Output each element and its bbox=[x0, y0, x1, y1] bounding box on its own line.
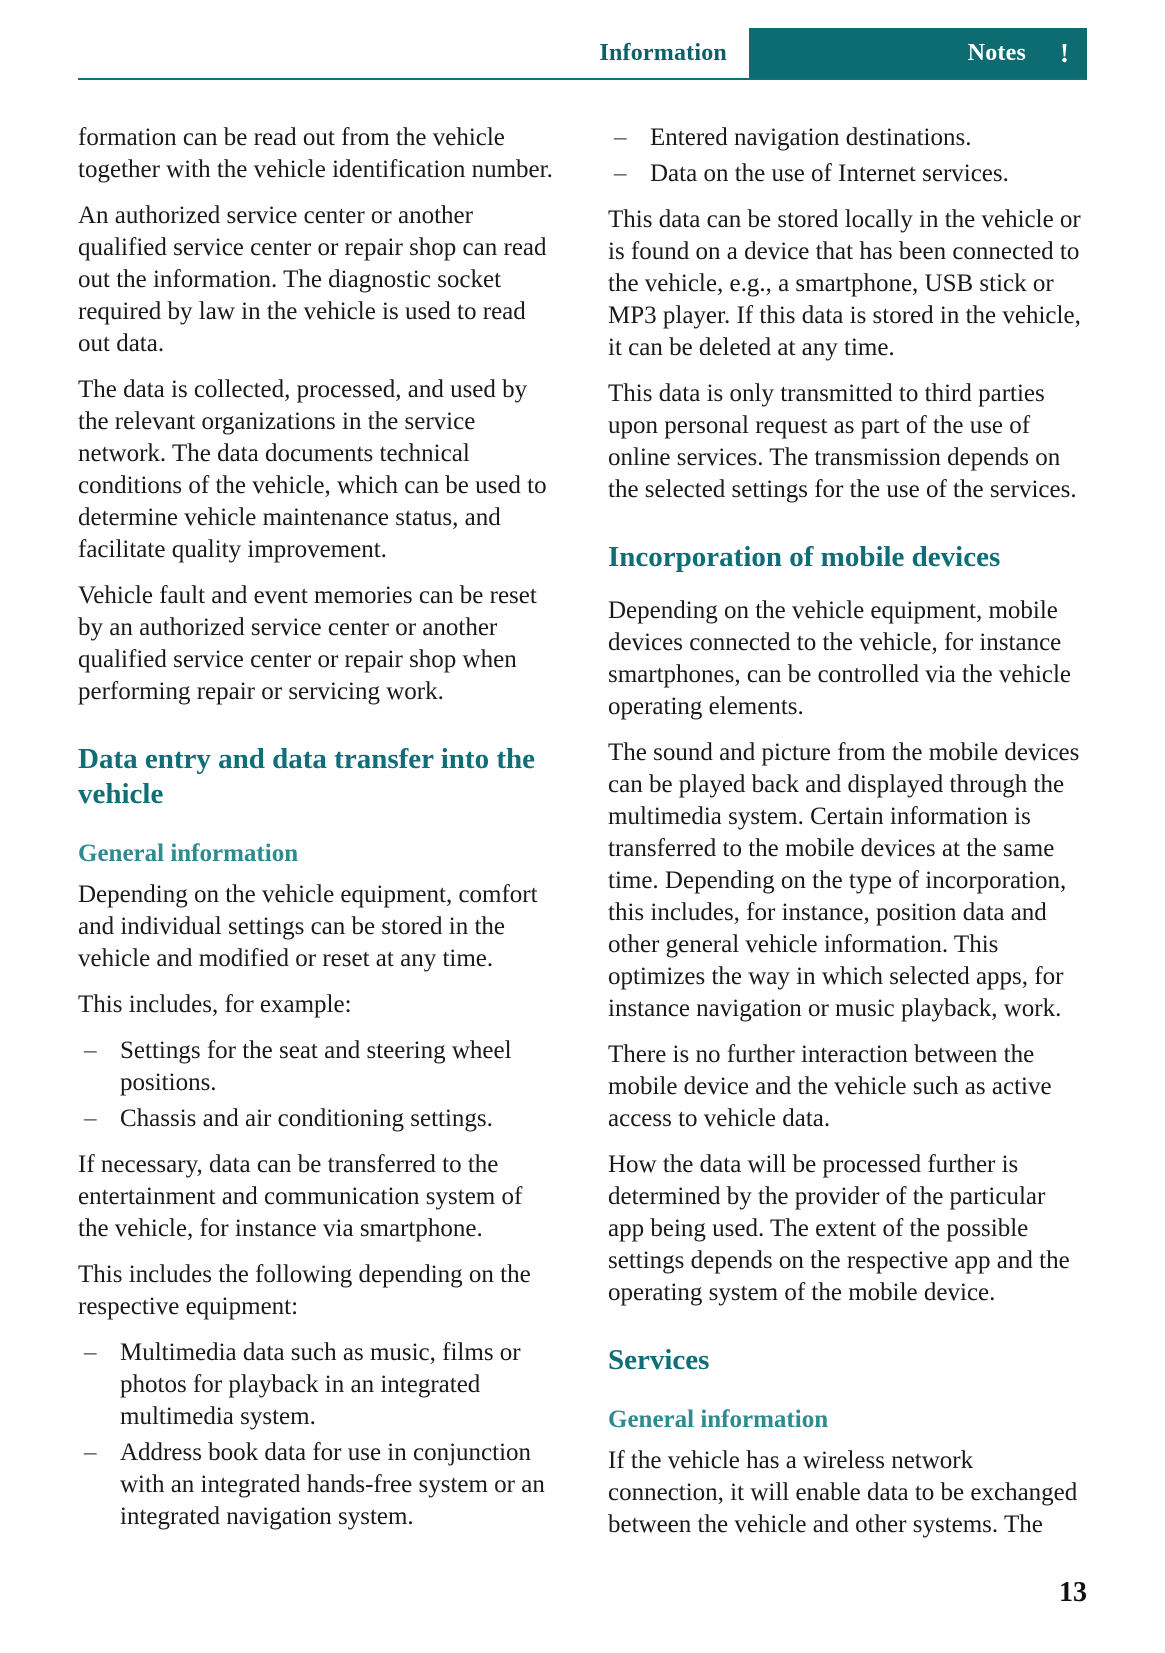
list-item-label: Address book data for use in conjunction with an integrated hands-free system or an integrated navigation system. bbox=[120, 1439, 545, 1531]
list-item-label: Multimedia data such as music, films or photos for playback in an integrated multimedia system. bbox=[120, 1339, 521, 1431]
dash-bullet-icon: – bbox=[614, 124, 627, 151]
header-divider bbox=[78, 78, 1087, 80]
dash-bullet-icon: – bbox=[84, 1439, 97, 1467]
paragraph: This data is only transmitted to third parties upon personal request as part of the use of online services. The transmission depends on the selected settings for the use of the services. bbox=[608, 380, 1077, 503]
header-notes-label: Notes bbox=[967, 39, 1026, 66]
paragraph: An authorized service center or another qualified service center or repair shop can read out the information. The diagnostic socket required by law in the vehicle is used to read out data. bbox=[78, 202, 547, 357]
page-number: 13 bbox=[1059, 1577, 1087, 1608]
paragraph: If the vehicle has a wireless network connection, it will enable data to be exchanged between the vehicle and other systems. The bbox=[608, 1447, 1078, 1539]
exclamation-icon: ! bbox=[1060, 37, 1069, 68]
paragraph: Vehicle fault and event memories can be reset by an authorized service center or another qualified service center or repair shop when performing repair or servicing work. bbox=[78, 582, 537, 705]
bulleted-list bbox=[78, 1337, 556, 1533]
paragraph: Depending on the vehicle equipment, comfort and individual settings can be stored in the vehicle and modified or reset at any time. bbox=[78, 881, 538, 973]
section-heading: Services bbox=[608, 1344, 710, 1377]
page-body bbox=[78, 122, 1087, 1547]
header-section-label: Information bbox=[599, 39, 727, 66]
header-notes-tab bbox=[749, 28, 1087, 78]
header-breadcrumb bbox=[599, 28, 1087, 78]
right-column bbox=[608, 122, 1086, 1547]
list-item bbox=[78, 1035, 556, 1099]
dash-bullet-icon: – bbox=[614, 160, 627, 187]
list-item-label: Data on the use of Internet services. bbox=[650, 160, 1009, 187]
paragraph: If necessary, data can be transferred to the entertainment and communication system of the vehicle, for instance via smartphone. bbox=[78, 1151, 523, 1243]
dash-bullet-icon: – bbox=[84, 1105, 97, 1133]
paragraph: There is no further interaction between the mobile device and the vehicle such as active access to vehicle data. bbox=[608, 1041, 1052, 1133]
section-heading: Incorporation of mobile devices bbox=[608, 541, 1001, 573]
dash-bullet-icon: – bbox=[84, 1339, 97, 1367]
paragraph: This data can be stored locally in the vehicle or is found on a device that has been connected to the vehicle, e.g., a smartphone, USB stick or MP3 player. If this data is stored in the vehicle, it can be deleted at any time. bbox=[608, 206, 1081, 361]
page-header bbox=[78, 0, 1087, 82]
paragraph: formation can be read out from the vehicle together with the vehicle identification number. bbox=[78, 124, 553, 183]
list-item bbox=[78, 1437, 556, 1533]
paragraph: This includes, for example: bbox=[78, 991, 352, 1019]
left-column bbox=[78, 122, 556, 1547]
paragraph: The data is collected, processed, and used by the relevant organizations in the service network. The data documents technical conditions of the vehicle, which can be used to determine vehicle maintenance status, and facilitate quality improvement. bbox=[78, 376, 547, 563]
dash-bullet-icon: – bbox=[84, 1037, 97, 1065]
subsection-heading: General information bbox=[608, 1405, 829, 1433]
bulleted-list bbox=[78, 1035, 556, 1135]
paragraph: How the data will be processed further is determined by the provider of the particular app being used. The extent of the possible settings depends on the respective app and the operating system of the mobile device. bbox=[608, 1151, 1070, 1307]
subsection-heading: General information bbox=[78, 839, 299, 867]
section-heading: Data entry and data transfer into the vehicle bbox=[78, 743, 535, 811]
bulleted-list bbox=[608, 122, 1086, 190]
list-item bbox=[78, 1337, 556, 1433]
list-item-label: Chassis and air conditioning settings. bbox=[120, 1105, 493, 1133]
list-item-label: Entered navigation destinations. bbox=[650, 124, 972, 151]
list-item bbox=[608, 122, 1086, 154]
list-item bbox=[78, 1103, 556, 1135]
list-item bbox=[608, 158, 1086, 190]
paragraph: Depending on the vehicle equipment, mobile devices connected to the vehicle, for instance smartphones, can be controlled via the vehicle operating elements. bbox=[608, 597, 1072, 721]
list-item-label: Settings for the seat and steering wheel positions. bbox=[120, 1037, 512, 1097]
paragraph: This includes the following depending on the respective equipment: bbox=[78, 1261, 531, 1321]
paragraph: The sound and picture from the mobile devices can be played back and displayed through the multimedia system. Certain information is transferred to the mobile devices at the same time. Depending on the type of incorporation, this includes, for instance, position data and other general vehicle information. This optimizes the way in which selected apps, for instance navigation or music playback, work. bbox=[608, 739, 1080, 1023]
